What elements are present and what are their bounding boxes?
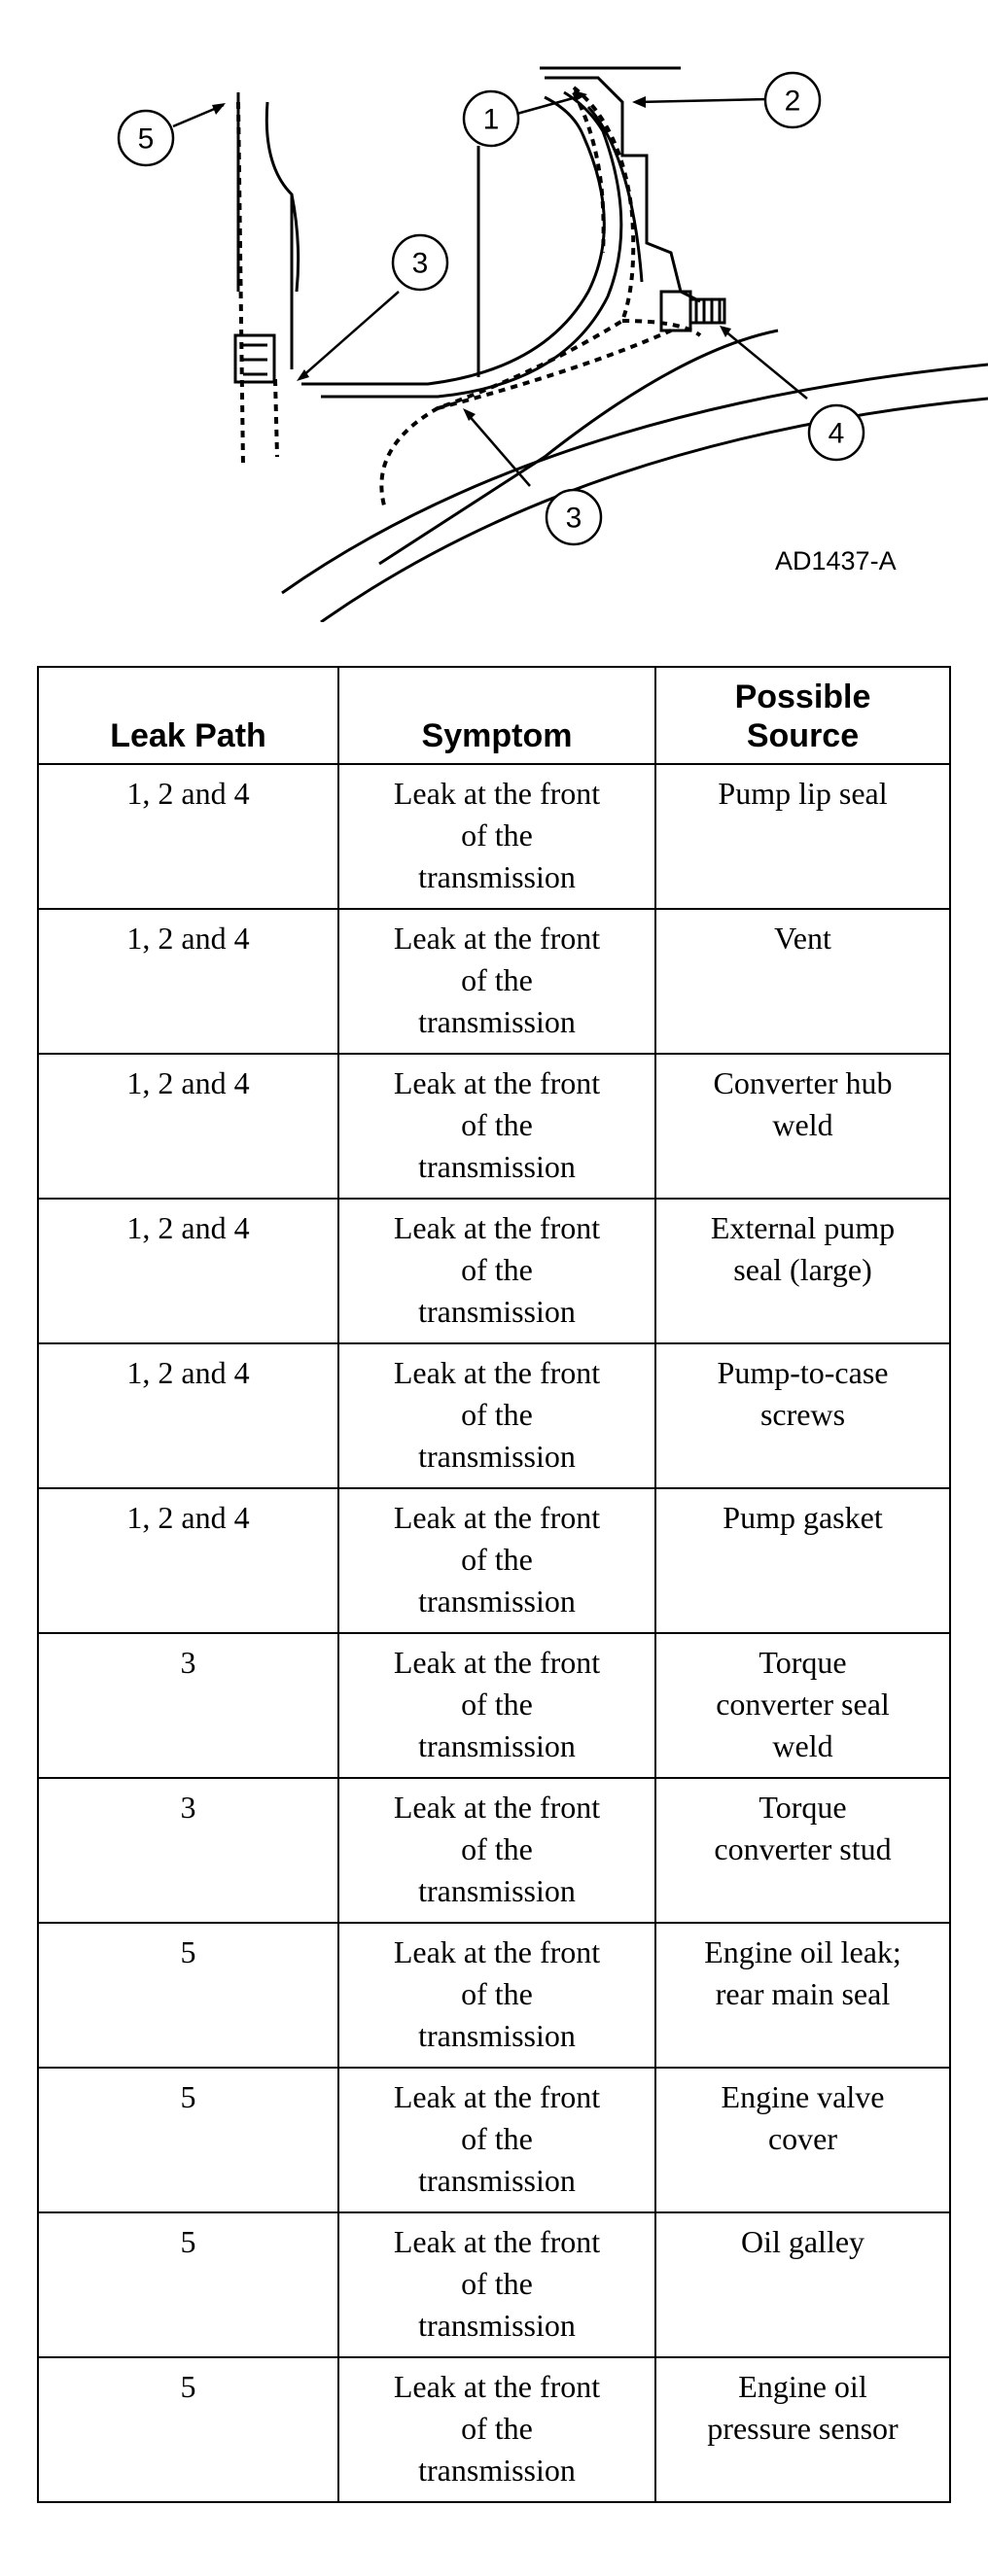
leak-diagnosis-table <box>37 666 951 2503</box>
symptom-cell: Leak at the front of the transmission <box>338 1633 655 1778</box>
leak-path-cell: 3 <box>38 1778 338 1923</box>
leak-path-cell: 5 <box>38 1923 338 2068</box>
leak-path-cell: 1, 2 and 4 <box>38 764 338 909</box>
callout-3a-label: 3 <box>411 247 429 280</box>
symptom-cell: Leak at the front of the transmission <box>338 2357 655 2502</box>
source-cell: Engine oil leak; rear main seal <box>655 1923 950 2068</box>
source-cell: External pump seal (large) <box>655 1199 950 1343</box>
leak-path-cell: 1, 2 and 4 <box>38 1054 338 1199</box>
callout-1-label: 1 <box>482 103 500 136</box>
table-row <box>38 2068 950 2212</box>
leak-path-cell: 5 <box>38 2068 338 2212</box>
callout-2-label: 2 <box>784 85 801 118</box>
table-header-row <box>38 667 950 764</box>
source-cell: Converter hub weld <box>655 1054 950 1199</box>
figure-caption: AD1437-A <box>775 546 897 575</box>
header-leak-path: Leak Path <box>38 667 338 764</box>
source-cell: Engine oil pressure sensor <box>655 2357 950 2502</box>
symptom-cell: Leak at the front of the transmission <box>338 1054 655 1199</box>
table-row <box>38 1923 950 2068</box>
symptom-cell: Leak at the front of the transmission <box>338 909 655 1054</box>
table-row <box>38 1054 950 1199</box>
source-cell: Oil galley <box>655 2212 950 2357</box>
leak-path-cell: 1, 2 and 4 <box>38 1199 338 1343</box>
table-row <box>38 2212 950 2357</box>
leak-path-cell: 1, 2 and 4 <box>38 1343 338 1488</box>
leak-path-cell: 3 <box>38 1633 338 1778</box>
table-row <box>38 1633 950 1778</box>
source-cell: Torque converter seal weld <box>655 1633 950 1778</box>
table-row <box>38 764 950 909</box>
source-cell: Engine valve cover <box>655 2068 950 2212</box>
symptom-cell: Leak at the front of the transmission <box>338 1199 655 1343</box>
table-row <box>38 1343 950 1488</box>
leak-path-cell: 5 <box>38 2212 338 2357</box>
table-row <box>38 1199 950 1343</box>
callout-5-label: 5 <box>137 122 155 156</box>
leak-path-cell: 1, 2 and 4 <box>38 1488 338 1633</box>
source-cell: Pump lip seal <box>655 764 950 909</box>
table-row <box>38 909 950 1054</box>
source-cell: Torque converter stud <box>655 1778 950 1923</box>
callout-4-label: 4 <box>828 417 845 450</box>
symptom-cell: Leak at the front of the transmission <box>338 764 655 909</box>
leak-path-diagram <box>0 0 988 622</box>
symptom-cell: Leak at the front of the transmission <box>338 2068 655 2212</box>
header-symptom: Symptom <box>338 667 655 764</box>
callout-3b-label: 3 <box>565 502 582 535</box>
header-possible-source: Possible Source <box>655 667 950 764</box>
table-row <box>38 1778 950 1923</box>
leak-path-cell: 1, 2 and 4 <box>38 909 338 1054</box>
symptom-cell: Leak at the front of the transmission <box>338 1343 655 1488</box>
table-row <box>38 2357 950 2502</box>
source-cell: Vent <box>655 909 950 1054</box>
symptom-cell: Leak at the front of the transmission <box>338 1778 655 1923</box>
symptom-cell: Leak at the front of the transmission <box>338 2212 655 2357</box>
table-row <box>38 1488 950 1633</box>
transmission-illustration <box>0 0 988 622</box>
symptom-cell: Leak at the front of the transmission <box>338 1488 655 1633</box>
source-cell: Pump gasket <box>655 1488 950 1633</box>
source-cell: Pump-to-case screws <box>655 1343 950 1488</box>
symptom-cell: Leak at the front of the transmission <box>338 1923 655 2068</box>
leak-path-cell: 5 <box>38 2357 338 2502</box>
